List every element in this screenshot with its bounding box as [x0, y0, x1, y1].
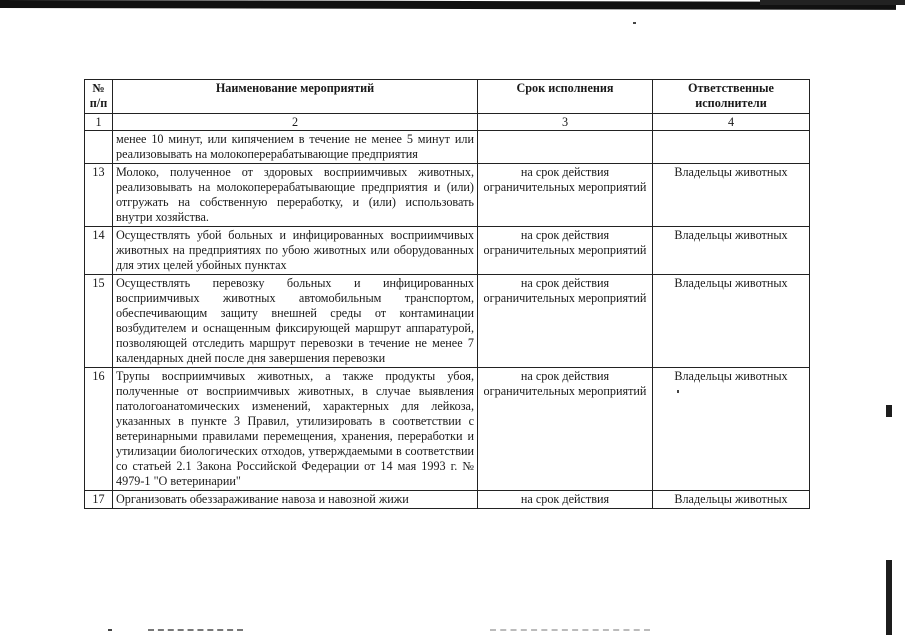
column-index: 3: [478, 114, 653, 131]
row-responsible: Владельцы животных: [653, 164, 810, 227]
table-header-row: [85, 80, 810, 114]
row-number: 16: [85, 368, 113, 491]
scan-edge-right: [886, 405, 892, 417]
row-responsible: Владельцы животных: [653, 227, 810, 275]
header-num: № п/п: [85, 80, 113, 114]
row-number: 14: [85, 227, 113, 275]
row-number: 17: [85, 491, 113, 509]
header-responsible: Ответственные исполнители: [653, 80, 810, 114]
scan-dashes: [148, 629, 243, 633]
row-deadline: на срок действия ограничительных мероприятий: [478, 368, 653, 491]
row-task: Осуществлять убой больных и инфицированных восприимчивых животных на предприятиях по убою животных или оборудованных для этих целей убойных пунктах: [113, 227, 478, 275]
column-index: 2: [113, 114, 478, 131]
column-index-row: [85, 114, 810, 131]
table-row: [85, 275, 810, 368]
row-responsible: Владельцы животных: [653, 491, 810, 509]
scan-dashes: [490, 629, 650, 633]
table-row: [85, 227, 810, 275]
scan-speck: [108, 629, 112, 631]
row-deadline: на срок действия: [478, 491, 653, 509]
column-index: 1: [85, 114, 113, 131]
table-row: [85, 164, 810, 227]
row-responsible: Владельцы животных: [653, 275, 810, 368]
row-task: Молоко, полученное от здоровых восприимчивых животных, реализовывать на молокоперерабатывающие предприятия и (или) отгружать на собственную переработку, и (или) использовать внутри хозяйства.: [113, 164, 478, 227]
row-task: менее 10 минут, или кипячением в течение не менее 5 минут или реализовывать на молокоперерабатывающие предприятия: [113, 131, 478, 164]
table-row: [85, 368, 810, 491]
scan-border-top-right: [760, 0, 905, 5]
row-deadline: на срок действия ограничительных мероприятий: [478, 275, 653, 368]
table-row: [85, 491, 810, 509]
row-responsible: [653, 131, 810, 164]
row-number: 13: [85, 164, 113, 227]
measures-table: [84, 79, 810, 509]
header-deadline: Срок исполнения: [478, 80, 653, 114]
row-task: Осуществлять перевозку больных и инфицированных восприимчивых животных автомобильным транспортом, обеспечивающим защиту внешней среды от контаминации возбудителем и оснащенным фиксирующей маршрут аппаратурой, позволяющей отследить маршрут перевозки в течение не менее 7 календарных дней после дня завершения перевозки: [113, 275, 478, 368]
scan-edge-right: [886, 560, 892, 635]
column-index: 4: [653, 114, 810, 131]
row-deadline: на срок действия ограничительных мероприятий: [478, 164, 653, 227]
scan-speck: [633, 22, 636, 24]
header-task: Наименование мероприятий: [113, 80, 478, 114]
row-deadline: [478, 131, 653, 164]
row-deadline: на срок действия ограничительных мероприятий: [478, 227, 653, 275]
row-number: [85, 131, 113, 164]
row-task: Организовать обеззараживание навоза и навозной жижи: [113, 491, 478, 509]
row-responsible: Владельцы животных: [653, 368, 810, 491]
row-task: Трупы восприимчивых животных, а также продукты убоя, полученные от восприимчивых животных, в случае выявления патологоанатомических изменений, характерных для лейкоза, указанных в пункте 3 Правил, утилизировать в соответствии с ветеринарными правилами перемещения, хранения, переработки и утилизации биологических отходов, утверждаемыми в соответствии со статьей 2.1 Закона Российской Федерации от 14 мая 1993 г. № 4979-1 "О ветеринарии": [113, 368, 478, 491]
table-row: [85, 131, 810, 164]
row-number: 15: [85, 275, 113, 368]
